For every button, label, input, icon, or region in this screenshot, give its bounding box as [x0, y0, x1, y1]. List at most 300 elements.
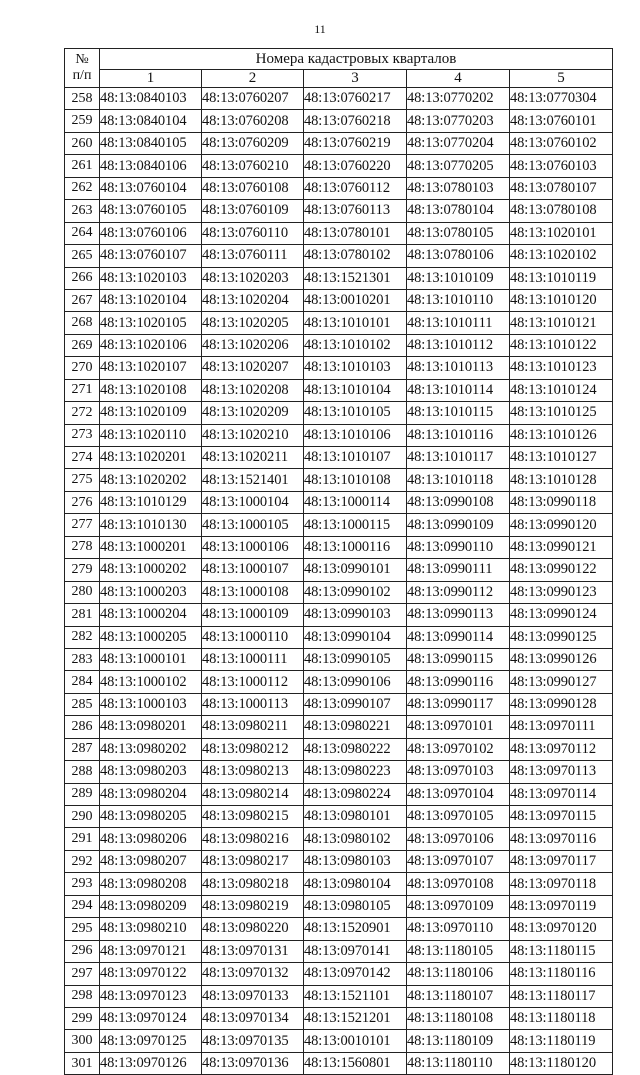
- column-header-1: 1: [100, 70, 202, 88]
- table-row: [65, 536, 613, 558]
- cadastral-number-cell: 48:13:1020203: [202, 267, 304, 289]
- table-body: [65, 88, 613, 1075]
- cadastral-number-cell: 48:13:1020103: [100, 267, 202, 289]
- cadastral-number-cell: 48:13:0990123: [510, 581, 613, 603]
- cadastral-number-cell: 48:13:0780106: [407, 245, 510, 267]
- cadastral-number-cell: 48:13:0760106: [100, 222, 202, 244]
- table-row: [65, 1030, 613, 1052]
- row-number: 294: [65, 895, 100, 917]
- table-row: [65, 873, 613, 895]
- cadastral-number-cell: 48:13:0760102: [510, 132, 613, 154]
- cadastral-number-cell: 48:13:1020211: [202, 447, 304, 469]
- cadastral-number-cell: 48:13:0970119: [510, 895, 613, 917]
- row-number: 278: [65, 536, 100, 558]
- row-number: 281: [65, 604, 100, 626]
- column-header-4: 4: [407, 70, 510, 88]
- row-number: 272: [65, 402, 100, 424]
- cadastral-number-cell: 48:13:0970105: [407, 806, 510, 828]
- cadastral-number-cell: 48:13:1180120: [510, 1052, 613, 1074]
- cadastral-number-cell: 48:13:0970136: [202, 1052, 304, 1074]
- cadastral-number-cell: 48:13:0760220: [304, 155, 407, 177]
- table-row: [65, 200, 613, 222]
- table-row: [65, 469, 613, 491]
- cadastral-number-cell: 48:13:1010122: [510, 334, 613, 356]
- row-number: 289: [65, 783, 100, 805]
- cadastral-number-cell: 48:13:0990126: [510, 648, 613, 670]
- row-number: 277: [65, 514, 100, 536]
- cadastral-number-cell: 48:13:1180109: [407, 1030, 510, 1052]
- cadastral-number-cell: 48:13:0840106: [100, 155, 202, 177]
- cadastral-number-cell: 48:13:0760219: [304, 132, 407, 154]
- cadastral-number-cell: 48:13:0760105: [100, 200, 202, 222]
- table-row: [65, 132, 613, 154]
- cadastral-number-cell: 48:13:0970102: [407, 738, 510, 760]
- cadastral-number-cell: 48:13:1000113: [202, 693, 304, 715]
- cadastral-number-cell: 48:13:0840104: [100, 110, 202, 132]
- cadastral-number-cell: 48:13:0760217: [304, 88, 407, 110]
- cadastral-number-cell: 48:13:0980212: [202, 738, 304, 760]
- cadastral-number-cell: 48:13:1010113: [407, 357, 510, 379]
- cadastral-number-cell: 48:13:0760103: [510, 155, 613, 177]
- cadastral-number-cell: 48:13:1000114: [304, 491, 407, 513]
- cadastral-number-cell: 48:13:1010130: [100, 514, 202, 536]
- cadastral-number-cell: 48:13:1020101: [510, 222, 613, 244]
- cadastral-number-cell: 48:13:0990116: [407, 671, 510, 693]
- cadastral-number-cell: 48:13:0990102: [304, 581, 407, 603]
- cadastral-number-cell: 48:13:0980224: [304, 783, 407, 805]
- table-row: [65, 1007, 613, 1029]
- cadastral-number-cell: 48:13:1000107: [202, 559, 304, 581]
- cadastral-number-cell: 48:13:0980218: [202, 873, 304, 895]
- cadastral-number-cell: 48:13:1180105: [407, 940, 510, 962]
- column-header-3: 3: [304, 70, 407, 88]
- cadastral-number-cell: 48:13:1180119: [510, 1030, 613, 1052]
- cadastral-number-cell: 48:13:0760209: [202, 132, 304, 154]
- cadastral-number-cell: 48:13:1010124: [510, 379, 613, 401]
- table-row: [65, 559, 613, 581]
- cadastral-number-cell: 48:13:0760210: [202, 155, 304, 177]
- cadastral-number-cell: 48:13:0840105: [100, 132, 202, 154]
- table-row: [65, 379, 613, 401]
- cadastral-number-cell: 48:13:0990117: [407, 693, 510, 715]
- cadastral-number-cell: 48:13:1010108: [304, 469, 407, 491]
- cadastral-number-cell: 48:13:1020208: [202, 379, 304, 401]
- cadastral-number-cell: 48:13:0990109: [407, 514, 510, 536]
- row-number: 293: [65, 873, 100, 895]
- table-row: [65, 177, 613, 199]
- cadastral-number-cell: 48:13:0970142: [304, 963, 407, 985]
- cadastral-number-cell: 48:13:0990127: [510, 671, 613, 693]
- cadastral-number-cell: 48:13:0770204: [407, 132, 510, 154]
- table-row: [65, 716, 613, 738]
- cadastral-number-cell: 48:13:0980101: [304, 806, 407, 828]
- cadastral-number-cell: 48:13:1521401: [202, 469, 304, 491]
- cadastral-number-cell: 48:13:1010104: [304, 379, 407, 401]
- column-header-2: 2: [202, 70, 304, 88]
- cadastral-number-cell: 48:13:0770203: [407, 110, 510, 132]
- row-number: 286: [65, 716, 100, 738]
- cadastral-number-cell: 48:13:0990101: [304, 559, 407, 581]
- table-row: [65, 895, 613, 917]
- cadastral-number-cell: 48:13:0980205: [100, 806, 202, 828]
- row-number: 271: [65, 379, 100, 401]
- cadastral-number-cell: 48:13:0970116: [510, 828, 613, 850]
- row-number: 288: [65, 761, 100, 783]
- cadastral-number-cell: 48:13:1010123: [510, 357, 613, 379]
- row-number: 300: [65, 1030, 100, 1052]
- column-header-5: 5: [510, 70, 613, 88]
- cadastral-number-cell: 48:13:0970104: [407, 783, 510, 805]
- cadastral-number-cell: 48:13:1000102: [100, 671, 202, 693]
- cadastral-number-cell: 48:13:0980105: [304, 895, 407, 917]
- cadastral-number-cell: 48:13:1520901: [304, 918, 407, 940]
- cadastral-number-cell: 48:13:1000109: [202, 604, 304, 626]
- cadastral-number-cell: 48:13:1180106: [407, 963, 510, 985]
- cadastral-number-cell: 48:13:0840103: [100, 88, 202, 110]
- cadastral-number-cell: 48:13:0780108: [510, 200, 613, 222]
- cadastral-number-cell: 48:13:0990125: [510, 626, 613, 648]
- cadastral-number-cell: 48:13:0970120: [510, 918, 613, 940]
- cadastral-number-cell: 48:13:1010112: [407, 334, 510, 356]
- cadastral-number-cell: 48:13:1020207: [202, 357, 304, 379]
- cadastral-number-cell: 48:13:0990118: [510, 491, 613, 513]
- cadastral-number-cell: 48:13:0770202: [407, 88, 510, 110]
- row-number-header: [65, 49, 100, 88]
- row-number: 263: [65, 200, 100, 222]
- cadastral-number-cell: 48:13:0990108: [407, 491, 510, 513]
- cadastral-number-cell: 48:13:0970124: [100, 1007, 202, 1029]
- cadastral-number-cell: 48:13:0980202: [100, 738, 202, 760]
- cadastral-number-cell: 48:13:1010120: [510, 289, 613, 311]
- cadastral-number-cell: 48:13:1020104: [100, 289, 202, 311]
- table-row: [65, 581, 613, 603]
- cadastral-number-cell: 48:13:0760113: [304, 200, 407, 222]
- cadastral-number-cell: 48:13:1020202: [100, 469, 202, 491]
- cadastral-number-cell: 48:13:0990105: [304, 648, 407, 670]
- cadastral-number-cell: 48:13:1010111: [407, 312, 510, 334]
- cadastral-number-cell: 48:13:1180115: [510, 940, 613, 962]
- cadastral-number-cell: 48:13:0770304: [510, 88, 613, 110]
- cadastral-number-cell: 48:13:0970135: [202, 1030, 304, 1052]
- row-number: 268: [65, 312, 100, 334]
- cadastral-number-cell: 48:13:1010121: [510, 312, 613, 334]
- cadastral-number-cell: 48:13:1000105: [202, 514, 304, 536]
- cadastral-number-cell: 48:13:0980214: [202, 783, 304, 805]
- cadastral-number-cell: 48:13:1010101: [304, 312, 407, 334]
- cadastral-number-cell: 48:13:1000203: [100, 581, 202, 603]
- cadastral-number-cell: 48:13:0760108: [202, 177, 304, 199]
- row-number: 292: [65, 850, 100, 872]
- row-number: 270: [65, 357, 100, 379]
- cadastral-number-cell: 48:13:0780102: [304, 245, 407, 267]
- row-number: 298: [65, 985, 100, 1007]
- cadastral-number-cell: 48:13:1010128: [510, 469, 613, 491]
- cadastral-number-cell: 48:13:0990113: [407, 604, 510, 626]
- cadastral-number-cell: 48:13:0760101: [510, 110, 613, 132]
- row-number: 279: [65, 559, 100, 581]
- table-row: [65, 918, 613, 940]
- cadastral-number-cell: 48:13:0780103: [407, 177, 510, 199]
- table-row: [65, 626, 613, 648]
- cadastral-number-cell: 48:13:1010129: [100, 491, 202, 513]
- number-sign: № п/п: [72, 52, 92, 83]
- row-number: 287: [65, 738, 100, 760]
- cadastral-number-cell: 48:13:0980215: [202, 806, 304, 828]
- cadastral-number-cell: 48:13:0970117: [510, 850, 613, 872]
- table-row: [65, 671, 613, 693]
- cadastral-number-cell: 48:13:0980216: [202, 828, 304, 850]
- table-row: [65, 357, 613, 379]
- cadastral-number-cell: 48:13:0980103: [304, 850, 407, 872]
- cadastral-number-cell: 48:13:0760104: [100, 177, 202, 199]
- cadastral-number-cell: 48:13:0970113: [510, 761, 613, 783]
- cadastral-number-cell: 48:13:0980222: [304, 738, 407, 760]
- cadastral-number-cell: 48:13:1000204: [100, 604, 202, 626]
- cadastral-number-cell: 48:13:0990124: [510, 604, 613, 626]
- cadastral-number-cell: 48:13:1010110: [407, 289, 510, 311]
- cadastral-number-cell: 48:13:0970111: [510, 716, 613, 738]
- cadastral-number-cell: 48:13:1180116: [510, 963, 613, 985]
- cadastral-number-cell: 48:13:0970132: [202, 963, 304, 985]
- row-number: 291: [65, 828, 100, 850]
- page-number: 11: [314, 22, 326, 36]
- cadastral-number-cell: 48:13:1000202: [100, 559, 202, 581]
- cadastral-number-cell: 48:13:1521201: [304, 1007, 407, 1029]
- row-number: 297: [65, 963, 100, 985]
- table-row: [65, 245, 613, 267]
- cadastral-number-cell: 48:13:0970133: [202, 985, 304, 1007]
- table-row: [65, 604, 613, 626]
- row-number: 273: [65, 424, 100, 446]
- cadastral-number-cell: 48:13:0990112: [407, 581, 510, 603]
- cadastral-number-cell: 48:13:0990110: [407, 536, 510, 558]
- cadastral-number-cell: 48:13:1180117: [510, 985, 613, 1007]
- cadastral-number-cell: 48:13:0970109: [407, 895, 510, 917]
- row-number: 296: [65, 940, 100, 962]
- table-row: [65, 963, 613, 985]
- cadastral-number-cell: 48:13:0970126: [100, 1052, 202, 1074]
- cadastral-number-cell: 48:13:1000104: [202, 491, 304, 513]
- cadastral-number-cell: 48:13:0980201: [100, 716, 202, 738]
- cadastral-number-cell: 48:13:0760207: [202, 88, 304, 110]
- cadastral-number-cell: 48:13:0970121: [100, 940, 202, 962]
- row-number: 295: [65, 918, 100, 940]
- table-row: [65, 312, 613, 334]
- table-row: [65, 648, 613, 670]
- row-number: 269: [65, 334, 100, 356]
- cadastral-number-cell: 48:13:0970108: [407, 873, 510, 895]
- row-number: 261: [65, 155, 100, 177]
- table-row: [65, 761, 613, 783]
- cadastral-number-cell: 48:13:0780101: [304, 222, 407, 244]
- cadastral-number-cell: 48:13:1020201: [100, 447, 202, 469]
- cadastral-number-cell: 48:13:0980221: [304, 716, 407, 738]
- table-row: [65, 424, 613, 446]
- table-row: [65, 334, 613, 356]
- cadastral-number-cell: 48:13:0010201: [304, 289, 407, 311]
- cadastral-number-cell: 48:13:1180118: [510, 1007, 613, 1029]
- cadastral-number-cell: 48:13:0980223: [304, 761, 407, 783]
- row-number: 280: [65, 581, 100, 603]
- cadastral-number-cell: 48:13:1010103: [304, 357, 407, 379]
- table-row: [65, 850, 613, 872]
- row-number: 265: [65, 245, 100, 267]
- cadastral-number-cell: 48:13:1000108: [202, 581, 304, 603]
- cadastral-number-cell: 48:13:1010125: [510, 402, 613, 424]
- cadastral-number-cell: 48:13:0780104: [407, 200, 510, 222]
- table-row: [65, 985, 613, 1007]
- cadastral-number-cell: 48:13:1020210: [202, 424, 304, 446]
- cadastral-number-cell: 48:13:0980207: [100, 850, 202, 872]
- cadastral-number-cell: 48:13:1180107: [407, 985, 510, 1007]
- cadastral-number-cell: 48:13:1010115: [407, 402, 510, 424]
- cadastral-number-cell: 48:13:0970134: [202, 1007, 304, 1029]
- row-number: 262: [65, 177, 100, 199]
- cadastral-number-cell: 48:13:1020206: [202, 334, 304, 356]
- row-number: 260: [65, 132, 100, 154]
- table-row: [65, 88, 613, 110]
- cadastral-number-cell: 48:13:0990104: [304, 626, 407, 648]
- row-number: 275: [65, 469, 100, 491]
- cadastral-number-cell: 48:13:1010102: [304, 334, 407, 356]
- cadastral-number-cell: 48:13:0990115: [407, 648, 510, 670]
- cadastral-number-cell: 48:13:1560801: [304, 1052, 407, 1074]
- table-row: [65, 806, 613, 828]
- cadastral-number-cell: 48:13:1010119: [510, 267, 613, 289]
- cadastral-number-cell: 48:13:0970122: [100, 963, 202, 985]
- cadastral-number-cell: 48:13:0990114: [407, 626, 510, 648]
- cadastral-number-cell: 48:13:1180108: [407, 1007, 510, 1029]
- row-number: 267: [65, 289, 100, 311]
- cadastral-number-cell: 48:13:1000116: [304, 536, 407, 558]
- row-number: 259: [65, 110, 100, 132]
- table-row: [65, 289, 613, 311]
- table-row: [65, 738, 613, 760]
- cadastral-number-cell: 48:13:0780107: [510, 177, 613, 199]
- cadastral-number-cell: 48:13:0970106: [407, 828, 510, 850]
- table-row: [65, 783, 613, 805]
- table-row: [65, 514, 613, 536]
- cadastral-number-cell: 48:13:0760109: [202, 200, 304, 222]
- row-number: 264: [65, 222, 100, 244]
- cadastral-number-cell: 48:13:1010109: [407, 267, 510, 289]
- row-number: 266: [65, 267, 100, 289]
- cadastral-number-cell: 48:13:0980203: [100, 761, 202, 783]
- cadastral-number-cell: 48:13:0970141: [304, 940, 407, 962]
- cadastral-number-cell: 48:13:0980102: [304, 828, 407, 850]
- cadastral-number-cell: 48:13:0990103: [304, 604, 407, 626]
- cadastral-number-cell: 48:13:1020110: [100, 424, 202, 446]
- cadastral-number-cell: 48:13:0970131: [202, 940, 304, 962]
- cadastral-number-cell: 48:13:1000112: [202, 671, 304, 693]
- table-row: [65, 940, 613, 962]
- cadastral-number-cell: 48:13:1020108: [100, 379, 202, 401]
- cadastral-number-cell: 48:13:1010114: [407, 379, 510, 401]
- cadastral-number-cell: 48:13:1020109: [100, 402, 202, 424]
- table-row: [65, 491, 613, 513]
- cadastral-number-cell: 48:13:1180110: [407, 1052, 510, 1074]
- table-row: [65, 222, 613, 244]
- row-number: 299: [65, 1007, 100, 1029]
- cadastral-number-cell: 48:13:1000111: [202, 648, 304, 670]
- table-title: Номера кадастровых кварталов: [100, 49, 613, 70]
- cadastral-number-cell: 48:13:0970103: [407, 761, 510, 783]
- table-row: [65, 110, 613, 132]
- cadastral-number-cell: 48:13:0760110: [202, 222, 304, 244]
- cadastral-number-cell: 48:13:0010101: [304, 1030, 407, 1052]
- cadastral-number-cell: 48:13:1521301: [304, 267, 407, 289]
- row-number: 274: [65, 447, 100, 469]
- cadastral-number-cell: 48:13:0990122: [510, 559, 613, 581]
- cadastral-number-cell: 48:13:1020205: [202, 312, 304, 334]
- table-row: [65, 402, 613, 424]
- cadastral-number-cell: 48:13:0980206: [100, 828, 202, 850]
- cadastral-number-cell: 48:13:1020204: [202, 289, 304, 311]
- cadastral-number-cell: 48:13:0970125: [100, 1030, 202, 1052]
- cadastral-number-cell: 48:13:0760107: [100, 245, 202, 267]
- cadastral-number-cell: 48:13:0760111: [202, 245, 304, 267]
- table-row: [65, 1052, 613, 1074]
- cadastral-number-cell: 48:13:1020105: [100, 312, 202, 334]
- column-header-row: [65, 70, 613, 88]
- row-number: 285: [65, 693, 100, 715]
- cadastral-number-cell: 48:13:1020102: [510, 245, 613, 267]
- cadastral-number-cell: 48:13:0990111: [407, 559, 510, 581]
- cadastral-number-cell: 48:13:1010105: [304, 402, 407, 424]
- cadastral-number-cell: 48:13:1000205: [100, 626, 202, 648]
- cadastral-number-cell: 48:13:0980208: [100, 873, 202, 895]
- cadastral-number-cell: 48:13:0990121: [510, 536, 613, 558]
- cadastral-number-cell: 48:13:0990107: [304, 693, 407, 715]
- cadastral-number-cell: 48:13:0980213: [202, 761, 304, 783]
- cadastral-number-cell: 48:13:0990128: [510, 693, 613, 715]
- cadastral-number-cell: 48:13:0970112: [510, 738, 613, 760]
- row-number: 258: [65, 88, 100, 110]
- cadastral-number-cell: 48:13:1010107: [304, 447, 407, 469]
- cadastral-number-cell: 48:13:0980209: [100, 895, 202, 917]
- row-number: 282: [65, 626, 100, 648]
- cadastral-number-cell: 48:13:0990120: [510, 514, 613, 536]
- cadastral-number-cell: 48:13:1000115: [304, 514, 407, 536]
- table-row: [65, 155, 613, 177]
- table-row: [65, 447, 613, 469]
- cadastral-number-cell: 48:13:0970118: [510, 873, 613, 895]
- cadastral-number-cell: 48:13:1010118: [407, 469, 510, 491]
- cadastral-number-cell: 48:13:0970107: [407, 850, 510, 872]
- cadastral-number-cell: 48:13:0760218: [304, 110, 407, 132]
- row-number: 283: [65, 648, 100, 670]
- row-number: 290: [65, 806, 100, 828]
- cadastral-number-cell: 48:13:1521101: [304, 985, 407, 1007]
- cadastral-number-cell: 48:13:0980220: [202, 918, 304, 940]
- cadastral-number-cell: 48:13:1020107: [100, 357, 202, 379]
- cadastral-number-cell: 48:13:0980219: [202, 895, 304, 917]
- cadastral-number-cell: 48:13:1010116: [407, 424, 510, 446]
- row-number: 284: [65, 671, 100, 693]
- cadastral-number-cell: 48:13:1010117: [407, 447, 510, 469]
- cadastral-number-cell: 48:13:0780105: [407, 222, 510, 244]
- cadastral-number-cell: 48:13:0970115: [510, 806, 613, 828]
- cadastral-number-cell: 48:13:0970123: [100, 985, 202, 1007]
- cadastral-number-cell: 48:13:0970101: [407, 716, 510, 738]
- cadastral-number-cell: 48:13:0760112: [304, 177, 407, 199]
- cadastral-number-cell: 48:13:0970110: [407, 918, 510, 940]
- cadastral-number-cell: 48:13:1010106: [304, 424, 407, 446]
- cadastral-number-cell: 48:13:0980204: [100, 783, 202, 805]
- cadastral-number-cell: 48:13:0760208: [202, 110, 304, 132]
- cadastral-number-cell: 48:13:1020106: [100, 334, 202, 356]
- cadastral-table: [64, 48, 613, 1075]
